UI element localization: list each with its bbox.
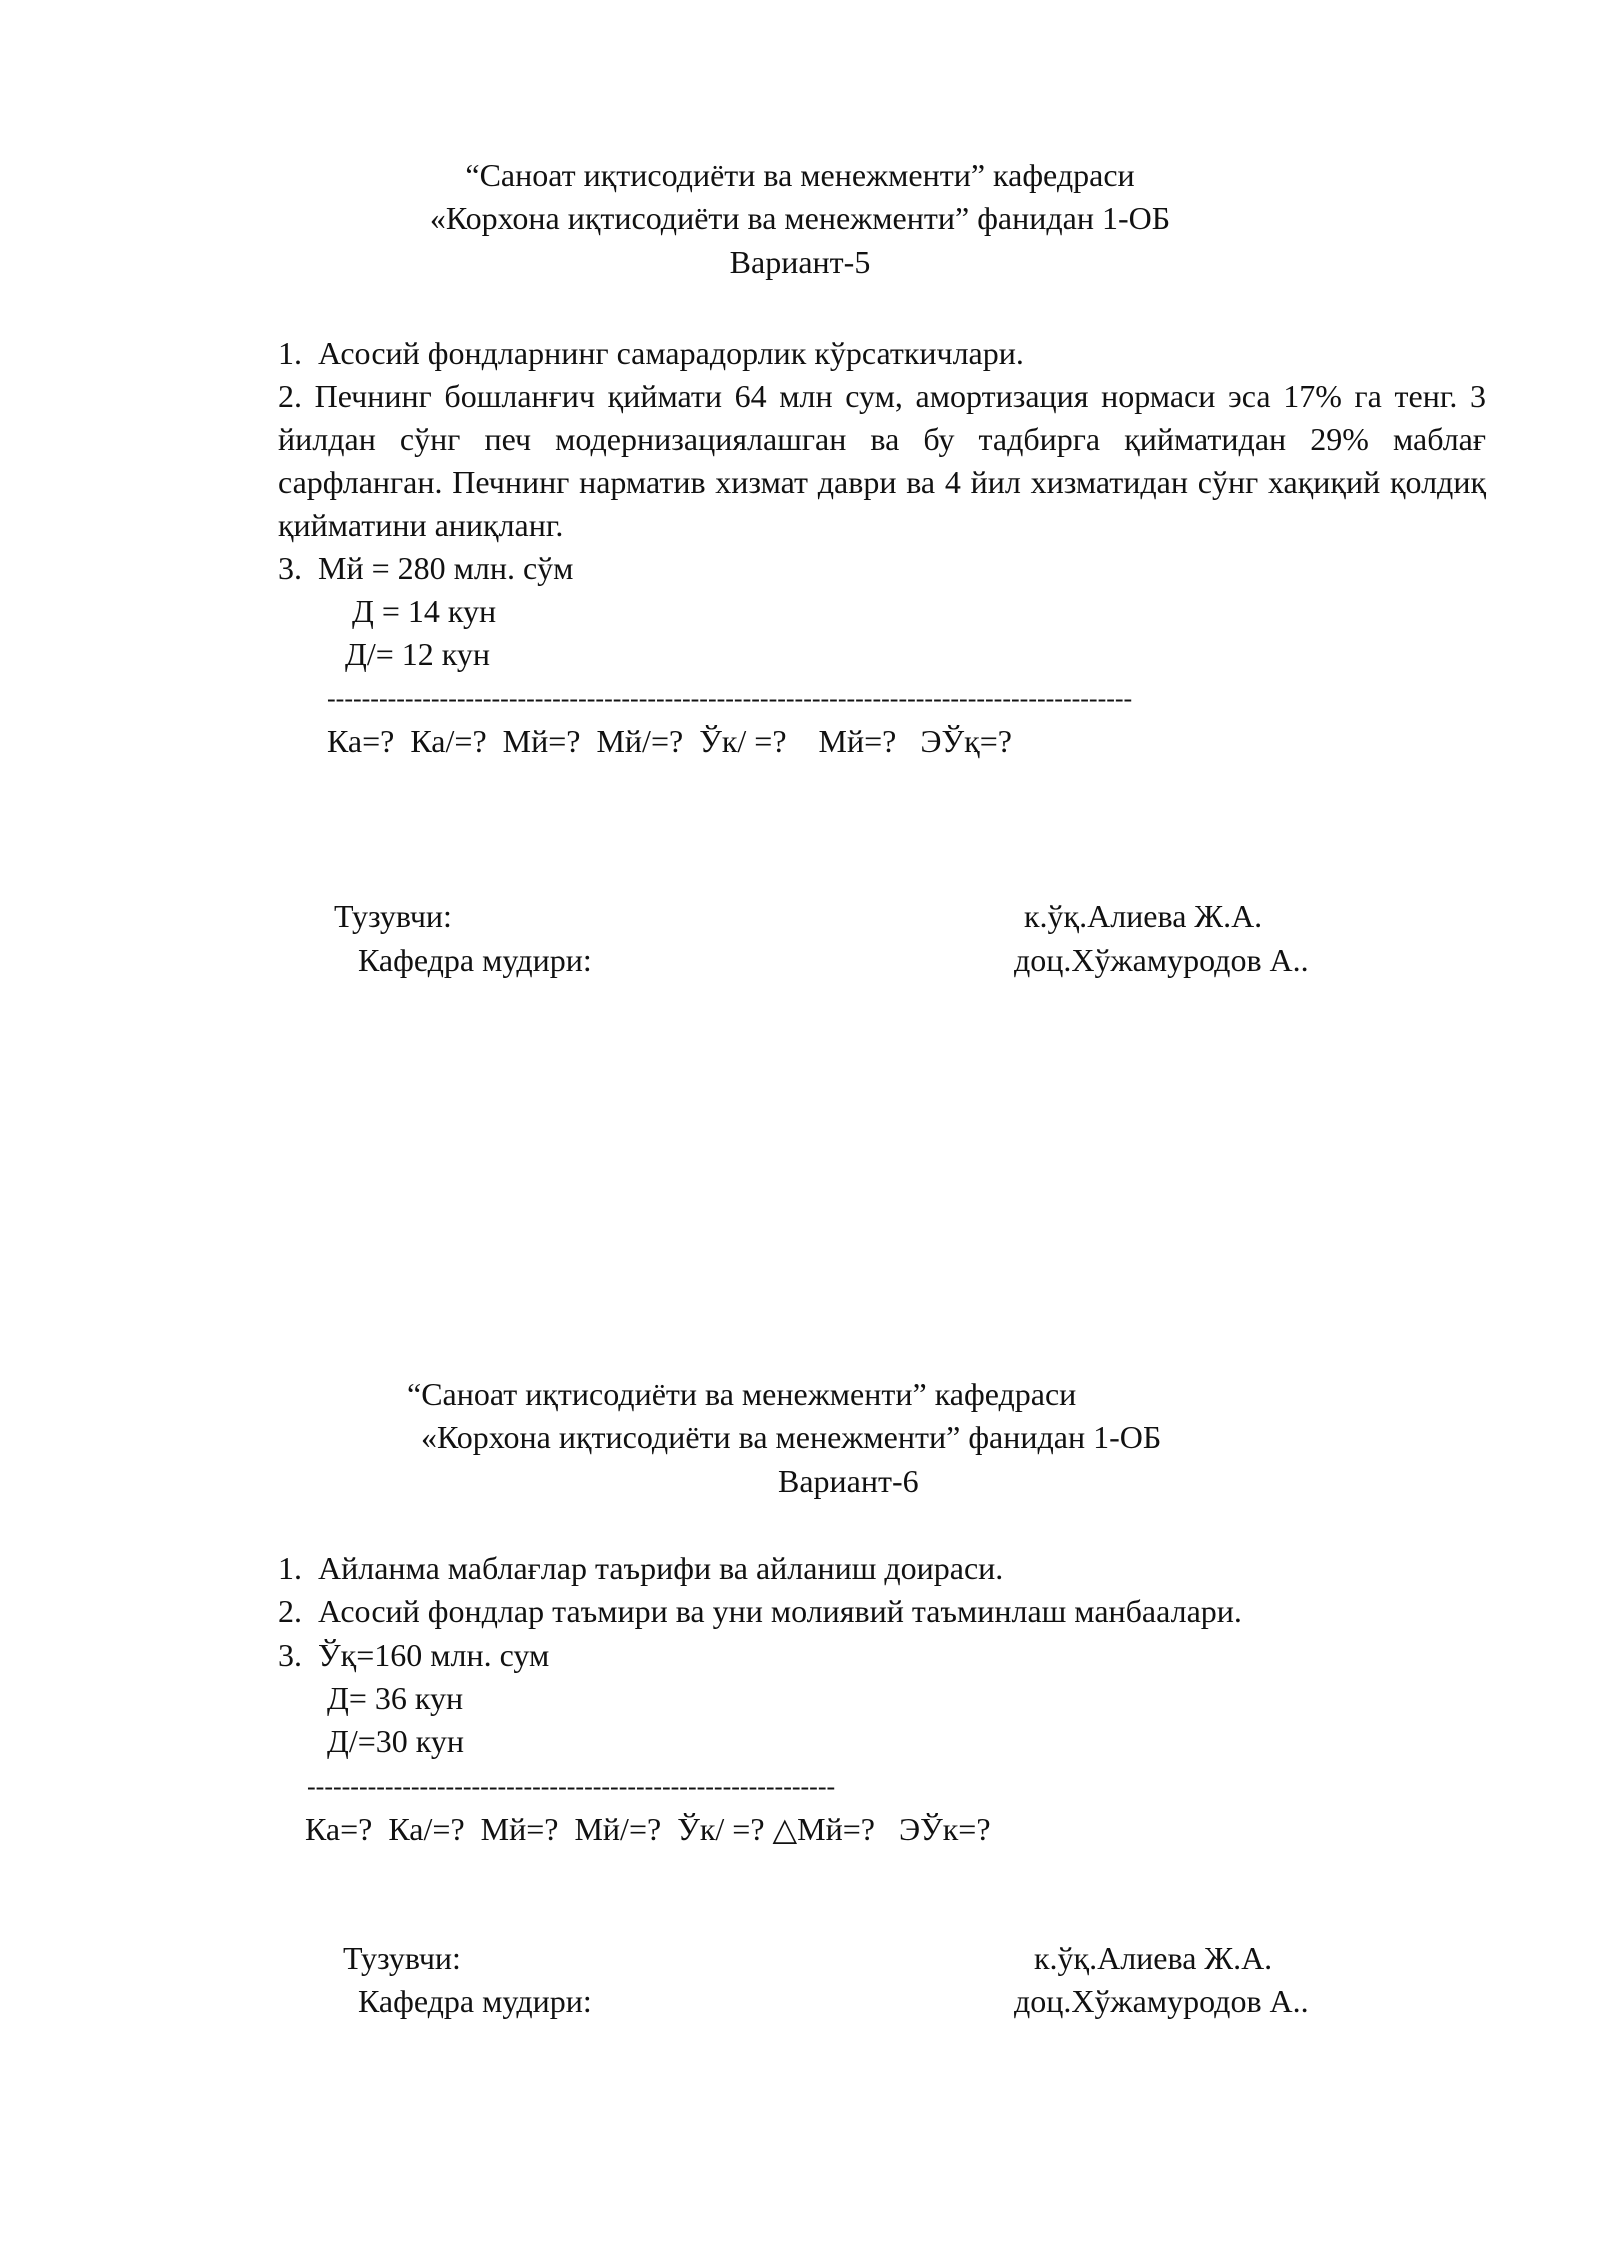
question-3-answers: Ка=? Ка/=? Мй=? Мй/=? Ўк/ =? △Мй=? ЭЎк=? <box>305 1811 991 1847</box>
question-3-answers: Ка=? Ка/=? Мй=? Мй/=? Ўк/ =? Мй=? ЭЎқ=? <box>327 723 1012 759</box>
divider-line: --------------------------------------------------------------------------------------------- <box>327 684 1133 713</box>
question-2: 2. Печнинг бошланғич қиймати 64 млн сум, амортизация нормаси эса 17% га тенг. 3 йилдан сўнг печ модернизациялашган ва бу тадбирга қийматидан 29% маблағ сарфланган. Печнинг нарматив хизмат даври ва 4 йил хизматидан сўнг хақиқий қолдиқ қийматини аниқланг. <box>278 378 1486 543</box>
divider-line: ------------------------------------------------------------- <box>307 1772 836 1801</box>
question-3-line-3: Д/= 12 кун <box>345 636 490 672</box>
department-head-name: доц.Хўжамуродов А.. <box>1014 1983 1309 2019</box>
course-title: «Корхона иқтисодиёти ва менежменти” фанидан 1-ОБ <box>421 1419 1162 1455</box>
question-3-line-2: Д= 36 кун <box>327 1680 464 1716</box>
question-2: 2. Асосий фондлар таъмири ва уни молиявий таъминлаш манбаалари. <box>278 1593 1242 1629</box>
department-head-label: Кафедра мудири: <box>358 942 592 978</box>
author-name: к.ўқ.Алиева Ж.А. <box>1034 1940 1273 1976</box>
department-head-label: Кафедра мудири: <box>358 1983 592 2019</box>
question-3-line-1: 3. Мй = 280 млн. сўм <box>278 550 574 586</box>
author-label: Тузувчи: <box>343 1940 461 1976</box>
department-title: “Саноат иқтисодиёти ва менежменти” кафедраси <box>465 157 1135 193</box>
author-name: к.ўқ.Алиева Ж.А. <box>1024 898 1263 934</box>
question-1: 1. Айланма маблағлар таърифи ва айланиш доираси. <box>278 1550 1004 1586</box>
author-label: Тузувчи: <box>334 898 452 934</box>
question-3-line-1: 3. Ўқ=160 млн. сум <box>278 1637 550 1673</box>
course-title: «Корхона иқтисодиёти ва менежменти” фанидан 1-ОБ <box>429 200 1171 236</box>
department-head-name: доц.Хўжамуродов А.. <box>1014 942 1309 978</box>
variant-title: Вариант-6 <box>778 1463 919 1499</box>
variant-title: Вариант-5 <box>729 244 871 280</box>
question-3-line-3: Д/=30 кун <box>327 1723 464 1759</box>
question-3-line-2: Д = 14 кун <box>352 593 497 629</box>
question-1: 1. Асосий фондларнинг самарадорлик кўрсаткичлари. <box>278 335 1024 371</box>
department-title: “Саноат иқтисодиёти ва менежменти” кафедраси <box>407 1376 1077 1412</box>
